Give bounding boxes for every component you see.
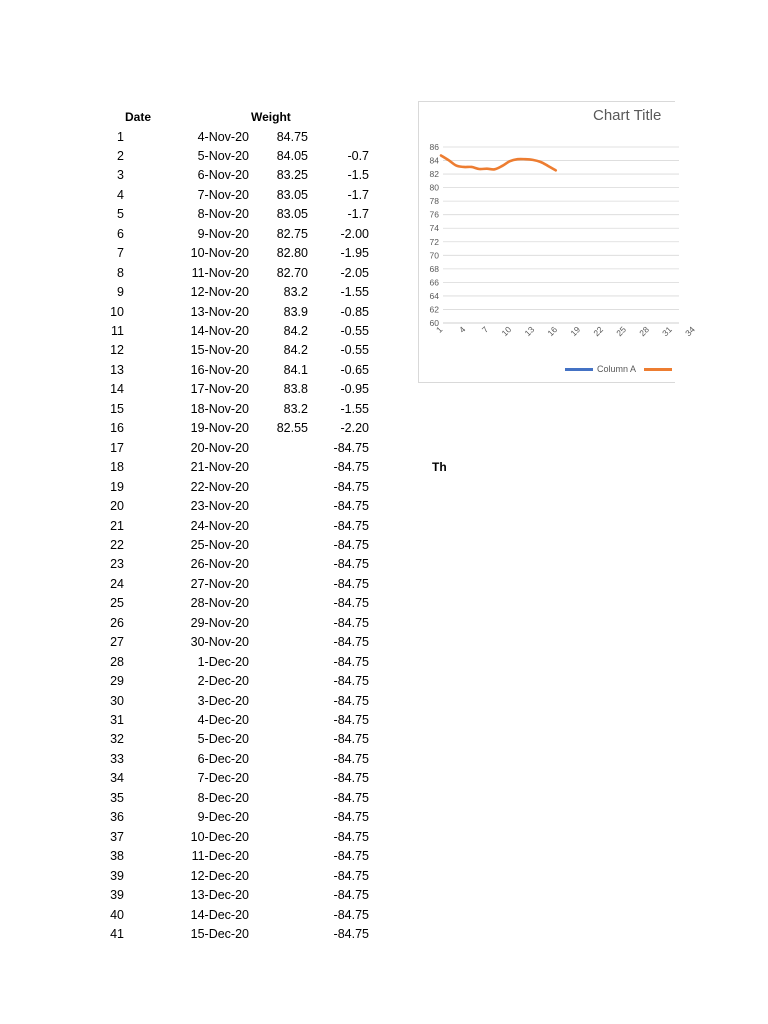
table-row (0, 557, 400, 576)
y-tick-label: 60 (429, 318, 439, 328)
table-row (0, 168, 400, 187)
table-row (0, 927, 400, 946)
table-row (0, 285, 400, 304)
row-number: 11 (111, 324, 124, 338)
row-weight: 82.70 (276, 265, 308, 280)
row-delta: -84.75 (333, 888, 369, 903)
row-delta: -84.75 (333, 790, 369, 805)
row-date: 10-Dec-20 (190, 829, 249, 844)
table-row (0, 382, 400, 401)
table-row (0, 674, 400, 693)
x-tick-label: 7 (479, 324, 491, 335)
row-delta: -0.55 (340, 343, 369, 358)
row-date: 9-Dec-20 (197, 810, 249, 825)
table-row (0, 441, 400, 460)
table-row (0, 402, 400, 421)
row-date: 10-Nov-20 (190, 246, 249, 261)
table-row (0, 596, 400, 615)
row-number: 29 (110, 674, 124, 689)
table-row (0, 207, 400, 226)
row-date: 1-Dec-20 (197, 654, 249, 669)
x-tick-label: 1 (433, 324, 445, 335)
row-delta: -0.7 (347, 148, 369, 163)
row-number: 22 (110, 537, 124, 552)
table-row (0, 869, 400, 888)
table-row (0, 460, 400, 479)
row-number: 39 (110, 888, 124, 903)
row-delta: -84.75 (333, 615, 369, 630)
row-date: 21-Nov-20 (190, 460, 249, 475)
row-date: 13-Dec-20 (190, 888, 249, 903)
x-tick-label: 34 (683, 324, 697, 339)
table-row (0, 499, 400, 518)
row-date: 11-Nov-20 (191, 265, 249, 280)
row-delta: -84.75 (333, 440, 369, 455)
row-date: 27-Nov-20 (190, 576, 249, 591)
row-weight: 83.8 (283, 382, 308, 397)
row-date: 18-Nov-20 (190, 401, 249, 416)
legend-swatch-column-a (565, 368, 593, 371)
row-date: 14-Dec-20 (190, 907, 249, 922)
row-date: 17-Nov-20 (190, 382, 249, 397)
row-date: 23-Nov-20 (190, 499, 249, 514)
y-tick-label: 66 (429, 277, 439, 288)
row-number: 30 (110, 693, 124, 708)
table-row (0, 130, 400, 149)
row-number: 24 (110, 576, 124, 591)
y-tick-label: 64 (429, 290, 439, 301)
row-number: 32 (110, 732, 124, 747)
row-delta: -84.75 (333, 732, 369, 747)
table-row (0, 888, 400, 907)
x-tick-label: 25 (614, 324, 629, 339)
row-delta: -84.75 (333, 674, 369, 689)
row-number: 23 (110, 557, 124, 572)
row-date: 4-Nov-20 (197, 129, 249, 144)
row-weight: 83.25 (276, 168, 308, 183)
row-delta: -84.75 (333, 596, 369, 611)
x-tick-label: 13 (522, 324, 537, 339)
table-row (0, 771, 400, 790)
table-row (0, 810, 400, 829)
row-weight: 83.2 (283, 401, 308, 416)
row-delta: -1.5 (347, 168, 369, 183)
row-number: 14 (110, 382, 124, 397)
row-number: 12 (110, 343, 124, 358)
row-date: 15-Dec-20 (190, 926, 249, 941)
row-delta: -84.75 (333, 635, 369, 650)
row-date: 24-Nov-20 (190, 518, 249, 533)
row-delta: -84.75 (333, 557, 369, 572)
row-delta: -84.75 (333, 654, 369, 669)
row-delta: -1.7 (347, 207, 369, 222)
header-weight: Weight (251, 110, 291, 124)
table-row (0, 577, 400, 596)
row-date: 20-Nov-20 (190, 440, 249, 455)
y-tick-label: 76 (429, 209, 439, 220)
legend-swatch-series-2 (644, 368, 672, 371)
cell-note: Th (432, 460, 447, 474)
row-weight: 82.80 (276, 246, 308, 261)
table-row (0, 480, 400, 499)
row-number: 6 (117, 226, 124, 241)
row-number: 21 (110, 518, 124, 533)
row-number: 41 (110, 926, 124, 941)
row-number: 19 (110, 479, 124, 494)
row-date: 22-Nov-20 (190, 479, 249, 494)
x-tick-label: 4 (456, 324, 468, 335)
table-row (0, 538, 400, 557)
row-delta: -84.75 (333, 499, 369, 514)
row-weight: 83.05 (276, 187, 308, 202)
row-number: 1 (117, 129, 124, 144)
table-row (0, 694, 400, 713)
y-tick-label: 72 (429, 236, 439, 247)
row-date: 8-Dec-20 (197, 790, 249, 805)
row-weight: 83.05 (276, 207, 308, 222)
row-delta: -84.75 (333, 479, 369, 494)
row-date: 11-Dec-20 (191, 849, 249, 864)
row-delta: -84.75 (333, 868, 369, 883)
row-delta: -84.75 (333, 713, 369, 727)
row-number: 36 (110, 810, 124, 825)
row-date: 15-Nov-20 (190, 343, 249, 358)
table-row (0, 343, 400, 362)
row-number: 16 (110, 421, 124, 436)
table-row (0, 616, 400, 635)
row-weight: 84.75 (276, 129, 308, 144)
row-number: 31 (110, 713, 124, 727)
row-number: 38 (110, 849, 124, 864)
row-delta: -1.55 (340, 401, 369, 416)
table-row (0, 519, 400, 538)
chart-title: Chart Title (593, 107, 662, 124)
y-tick-label: 62 (429, 304, 439, 315)
table-row (0, 655, 400, 674)
row-number: 8 (117, 265, 124, 280)
x-tick-label: 22 (591, 324, 606, 339)
table-row (0, 363, 400, 382)
legend-label-column-a: Column A (597, 364, 637, 374)
row-date: 8-Nov-20 (197, 207, 249, 222)
row-delta: -1.55 (340, 285, 369, 300)
row-date: 6-Dec-20 (197, 751, 249, 766)
row-number: 27 (110, 635, 124, 650)
row-weight: 84.2 (283, 343, 308, 358)
row-number: 3 (117, 168, 124, 183)
row-date: 12-Nov-20 (190, 285, 249, 300)
row-number: 4 (117, 187, 124, 202)
row-date: 5-Dec-20 (197, 732, 249, 747)
table-row (0, 421, 400, 440)
line-chart[interactable] (418, 101, 697, 383)
row-delta: -0.65 (340, 362, 369, 377)
row-number: 37 (110, 829, 124, 844)
chart-plot (419, 102, 697, 382)
chart-legend (565, 364, 684, 378)
row-date: 25-Nov-20 (190, 537, 249, 552)
row-number: 18 (110, 460, 124, 475)
row-delta: -84.75 (333, 771, 369, 786)
row-delta: -1.95 (340, 246, 369, 261)
row-date: 13-Nov-20 (190, 304, 249, 319)
row-delta: -0.55 (340, 324, 369, 338)
table-row (0, 908, 400, 927)
header-date: Date (125, 110, 152, 124)
row-date: 9-Nov-20 (197, 226, 249, 241)
row-date: 30-Nov-20 (190, 635, 249, 650)
table-row (0, 791, 400, 810)
x-tick-label: 16 (545, 324, 560, 339)
row-date: 26-Nov-20 (190, 557, 249, 572)
table-row (0, 635, 400, 654)
x-tick-label: 10 (499, 324, 514, 339)
row-date: 3-Dec-20 (197, 693, 249, 708)
row-weight: 84.1 (283, 362, 308, 377)
row-number: 13 (110, 362, 124, 377)
series-line-weight (441, 155, 556, 170)
table-row (0, 188, 400, 207)
row-date: 12-Dec-20 (190, 868, 249, 883)
row-delta: -0.85 (340, 304, 369, 319)
row-number: 25 (110, 596, 124, 611)
row-delta: -2.05 (340, 265, 369, 280)
row-number: 15 (110, 401, 124, 416)
y-tick-label: 80 (429, 182, 439, 193)
row-date: 7-Dec-20 (197, 771, 249, 786)
row-date: 19-Nov-20 (190, 421, 249, 436)
row-weight: 82.75 (276, 226, 308, 241)
row-weight: 82.55 (276, 421, 308, 436)
row-number: 2 (117, 148, 124, 163)
y-tick-label: 68 (429, 263, 439, 274)
y-tick-label: 74 (429, 223, 439, 234)
row-weight: 83.9 (283, 304, 308, 319)
row-delta: -84.75 (333, 849, 369, 864)
table-row (0, 752, 400, 771)
row-number: 33 (110, 751, 124, 766)
row-number: 9 (117, 285, 124, 300)
y-tick-label: 78 (429, 196, 439, 207)
row-date: 14-Nov-20 (190, 324, 249, 338)
row-date: 16-Nov-20 (190, 362, 249, 377)
row-delta: -84.75 (333, 537, 369, 552)
y-tick-label: 82 (429, 169, 439, 180)
row-weight: 84.05 (276, 148, 308, 163)
table-row (0, 849, 400, 868)
y-tick-label: 84 (429, 155, 439, 166)
table-row (0, 246, 400, 265)
row-number: 20 (110, 499, 124, 514)
row-date: 7-Nov-20 (197, 187, 249, 202)
row-number: 35 (110, 790, 124, 805)
row-weight: 83.2 (283, 285, 308, 300)
y-tick-label: 70 (429, 250, 439, 261)
row-delta: -84.75 (333, 751, 369, 766)
table-row (0, 713, 400, 732)
x-tick-label: 19 (568, 324, 583, 339)
row-number: 40 (110, 907, 124, 922)
row-number: 39 (110, 868, 124, 883)
table-row (0, 305, 400, 324)
legend-item-series-2 (644, 364, 676, 374)
row-date: 6-Nov-20 (197, 168, 249, 183)
row-number: 26 (110, 615, 124, 630)
table-row (0, 324, 400, 343)
row-number: 34 (110, 771, 124, 786)
table-row (0, 149, 400, 168)
row-date: 29-Nov-20 (190, 615, 249, 630)
table-row (0, 830, 400, 849)
row-date: 2-Dec-20 (197, 674, 249, 689)
row-weight: 84.2 (283, 324, 308, 338)
table-row (0, 266, 400, 285)
table-row (0, 732, 400, 751)
row-date: 4-Dec-20 (197, 713, 249, 727)
row-number: 7 (117, 246, 124, 261)
x-tick-label: 28 (637, 324, 651, 339)
row-delta: -84.75 (333, 460, 369, 475)
row-delta: -0.95 (340, 382, 369, 397)
row-date: 28-Nov-20 (190, 596, 249, 611)
row-delta: -2.00 (340, 226, 369, 241)
row-delta: -84.75 (333, 810, 369, 825)
legend-item-column-a (565, 364, 636, 374)
row-delta: -1.7 (347, 187, 369, 202)
row-number: 28 (110, 654, 124, 669)
row-delta: -2.20 (340, 421, 369, 436)
row-delta: -84.75 (333, 829, 369, 844)
row-number: 17 (110, 440, 124, 455)
row-delta: -84.75 (333, 518, 369, 533)
row-number: 5 (117, 207, 124, 222)
x-tick-label: 31 (660, 324, 674, 339)
row-delta: -84.75 (333, 926, 369, 941)
table-row (0, 227, 400, 246)
row-date: 5-Nov-20 (197, 148, 249, 163)
row-delta: -84.75 (333, 693, 369, 708)
row-delta: -84.75 (333, 907, 369, 922)
row-delta: -84.75 (333, 576, 369, 591)
y-tick-label: 86 (429, 142, 439, 152)
row-number: 10 (110, 304, 124, 319)
